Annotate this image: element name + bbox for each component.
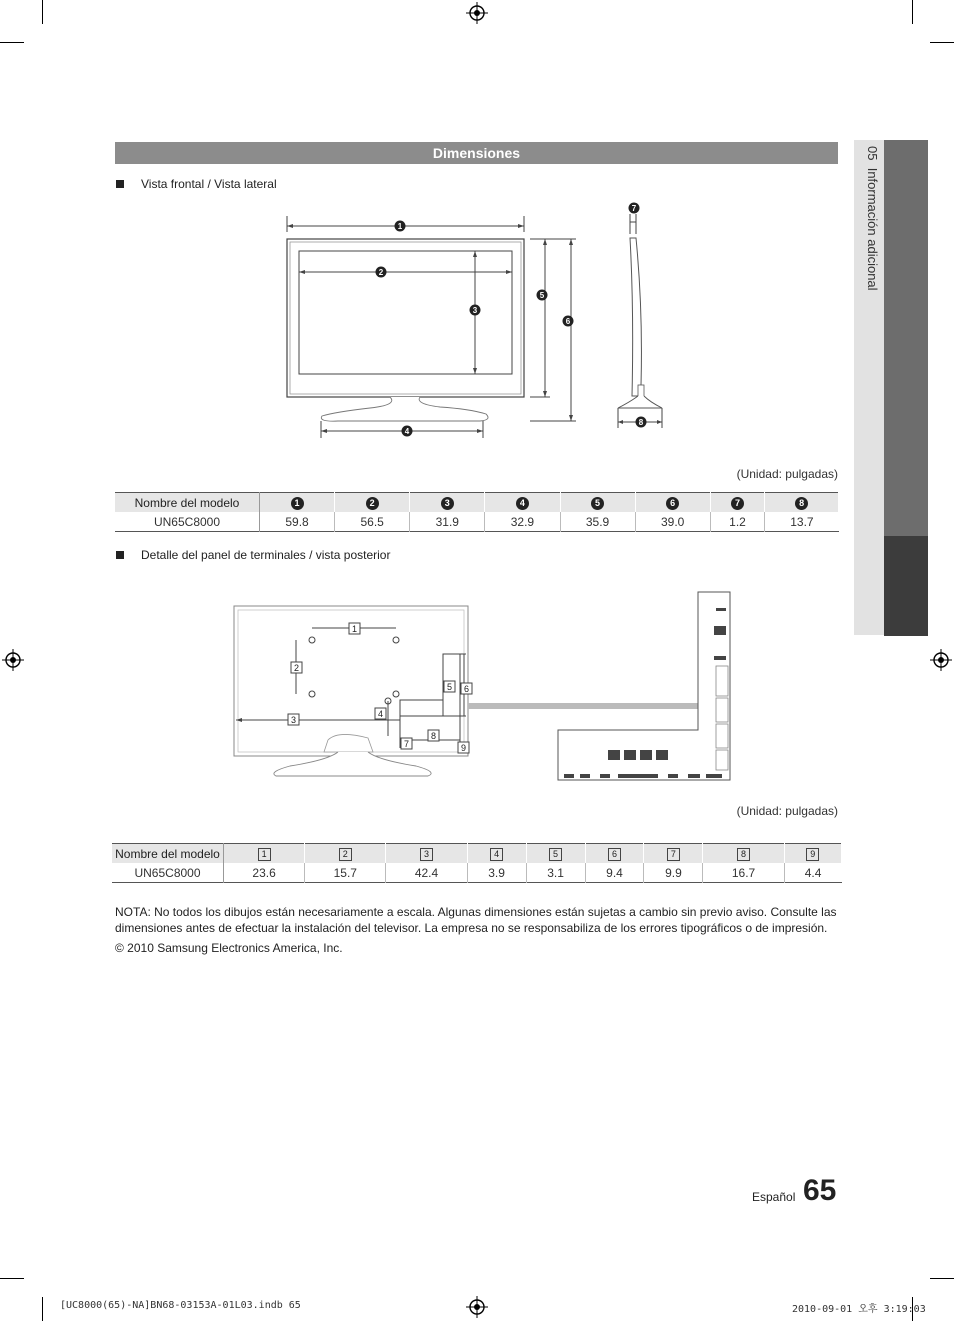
svg-text:8: 8 — [638, 418, 644, 427]
dimension-value: 32.9 — [485, 512, 560, 532]
svg-text:1: 1 — [351, 624, 358, 634]
svg-text:1: 1 — [397, 222, 403, 231]
callout-number: 5 — [591, 497, 604, 510]
chapter-label — [858, 146, 880, 446]
dimension-value: 4.4 — [804, 865, 822, 880]
front-dimensions-table — [115, 492, 839, 532]
column-header-5 — [526, 844, 585, 864]
print-footer-right: 2010-09-01 오후 3:19:03 — [792, 1304, 926, 1315]
chapter-number: 05 — [865, 146, 880, 161]
registration-mark-icon — [466, 1296, 488, 1318]
crop-mark — [0, 1278, 24, 1279]
unit-label: (Unidad: pulgadas) — [736, 467, 838, 481]
tv-front-view-diagram — [280, 200, 580, 445]
dimension-value: 3.9 — [467, 863, 526, 883]
column-header-1 — [260, 493, 335, 513]
callout-number: 2 — [366, 497, 379, 510]
model-name: UN65C8000 — [112, 863, 224, 883]
callout-number: 5 — [549, 848, 562, 861]
table-header-row — [112, 844, 842, 864]
dimension-value: 31.9 — [410, 512, 485, 532]
callout-number: 7 — [731, 497, 744, 510]
column-header-5 — [560, 493, 635, 513]
model-header: Nombre del modelo — [115, 493, 260, 513]
page-language: Español — [752, 1190, 796, 1204]
column-header-7 — [644, 844, 703, 864]
svg-text:7: 7 — [403, 739, 410, 749]
column-header-8 — [703, 844, 784, 864]
svg-text:3: 3 — [290, 715, 297, 725]
chapter-tab-marker — [884, 536, 928, 636]
column-header-8 — [765, 493, 839, 513]
svg-text:2: 2 — [293, 663, 300, 673]
model-header: Nombre del modelo — [112, 844, 224, 864]
crop-mark — [912, 0, 913, 24]
page-number: 65 — [803, 1174, 837, 1207]
dimension-value: 42.4 — [386, 863, 467, 883]
section-title: Dimensiones — [115, 142, 838, 164]
dimension-value: 23.6 — [224, 863, 305, 883]
table-row — [115, 512, 839, 532]
crop-mark — [930, 1278, 954, 1279]
column-header-3 — [410, 493, 485, 513]
svg-text:5: 5 — [539, 291, 545, 300]
table-header-row — [115, 493, 839, 513]
column-header-6 — [585, 844, 644, 864]
svg-text:6: 6 — [463, 684, 470, 694]
column-header-2 — [305, 844, 386, 864]
callout-number: 1 — [258, 848, 271, 861]
print-footer-left: [UC8000(65)-NA]BN68-03153A-01L03.indb 65 — [60, 1300, 301, 1311]
dimension-value: 13.7 — [790, 514, 814, 529]
column-header-4 — [485, 493, 560, 513]
registration-mark-icon — [930, 649, 952, 671]
front-side-bullet — [116, 177, 277, 191]
dimension-value: 56.5 — [335, 512, 410, 532]
chapter-title: Información adicional — [865, 167, 880, 291]
callout-number: 8 — [795, 497, 808, 510]
column-header-6 — [635, 493, 710, 513]
dimension-value: 9.4 — [585, 863, 644, 883]
column-header-4 — [467, 844, 526, 864]
dimension-value: 35.9 — [560, 512, 635, 532]
dimension-value: 39.0 — [635, 512, 710, 532]
svg-text:9: 9 — [460, 743, 467, 753]
svg-text:8: 8 — [430, 731, 437, 741]
column-header-7 — [710, 493, 765, 513]
callout-number: 6 — [608, 848, 621, 861]
model-name: UN65C8000 — [115, 512, 260, 532]
crop-mark — [930, 42, 954, 43]
callout-number: 8 — [737, 848, 750, 861]
column-header-2 — [335, 493, 410, 513]
dimension-value: 1.2 — [710, 512, 765, 532]
column-header-1 — [224, 844, 305, 864]
callout-number: 7 — [667, 848, 680, 861]
rear-panel-bullet — [116, 548, 390, 562]
table-row — [112, 863, 842, 883]
copyright-text: © 2010 Samsung Electronics America, Inc. — [115, 941, 343, 955]
crop-mark — [42, 0, 43, 24]
svg-text:2: 2 — [378, 268, 384, 277]
front-side-caption: Vista frontal / Vista lateral — [141, 177, 277, 191]
callout-number: 6 — [666, 497, 679, 510]
rear-dimensions-table — [112, 843, 842, 883]
callout-number: 2 — [339, 848, 352, 861]
svg-text:4: 4 — [377, 709, 384, 719]
unit-label: (Unidad: pulgadas) — [736, 804, 838, 818]
svg-text:4: 4 — [404, 427, 410, 436]
crop-mark — [0, 42, 24, 43]
column-header-9 — [784, 844, 841, 864]
dimension-value: 9.9 — [644, 863, 703, 883]
bullet-square-icon — [116, 180, 124, 188]
svg-text:7: 7 — [631, 204, 637, 213]
callout-number: 3 — [420, 848, 433, 861]
callout-number: 4 — [516, 497, 529, 510]
callout-number: 3 — [441, 497, 454, 510]
rear-panel-caption: Detalle del panel de terminales / vista posterior — [141, 548, 391, 562]
registration-mark-icon — [2, 649, 24, 671]
dimension-value: 16.7 — [703, 863, 784, 883]
registration-mark-icon — [466, 2, 488, 24]
svg-text:6: 6 — [565, 317, 571, 326]
svg-text:5: 5 — [446, 682, 453, 692]
callout-number: 1 — [291, 497, 304, 510]
bullet-square-icon — [116, 551, 124, 559]
callout-number: 4 — [490, 848, 503, 861]
note-text: NOTA: No todos los dibujos están necesariamente a escala. Algunas dimensiones están sujetas a cambio sin previo aviso. Consulte las dimensiones antes de efectuar la instalación del televisor. La empresa no se responsabiliza de los errores tipográficos o de impresión. — [115, 905, 837, 935]
tv-rear-view-diagram — [228, 590, 738, 790]
dimension-value: 3.1 — [526, 863, 585, 883]
column-header-3 — [386, 844, 467, 864]
chapter-tab-dark — [884, 140, 928, 536]
dimension-value: 15.7 — [305, 863, 386, 883]
svg-text:3: 3 — [472, 306, 478, 315]
crop-mark — [42, 1297, 43, 1321]
tv-side-view-diagram — [610, 200, 670, 435]
callout-number: 9 — [806, 848, 819, 861]
dimension-value: 59.8 — [260, 512, 335, 532]
